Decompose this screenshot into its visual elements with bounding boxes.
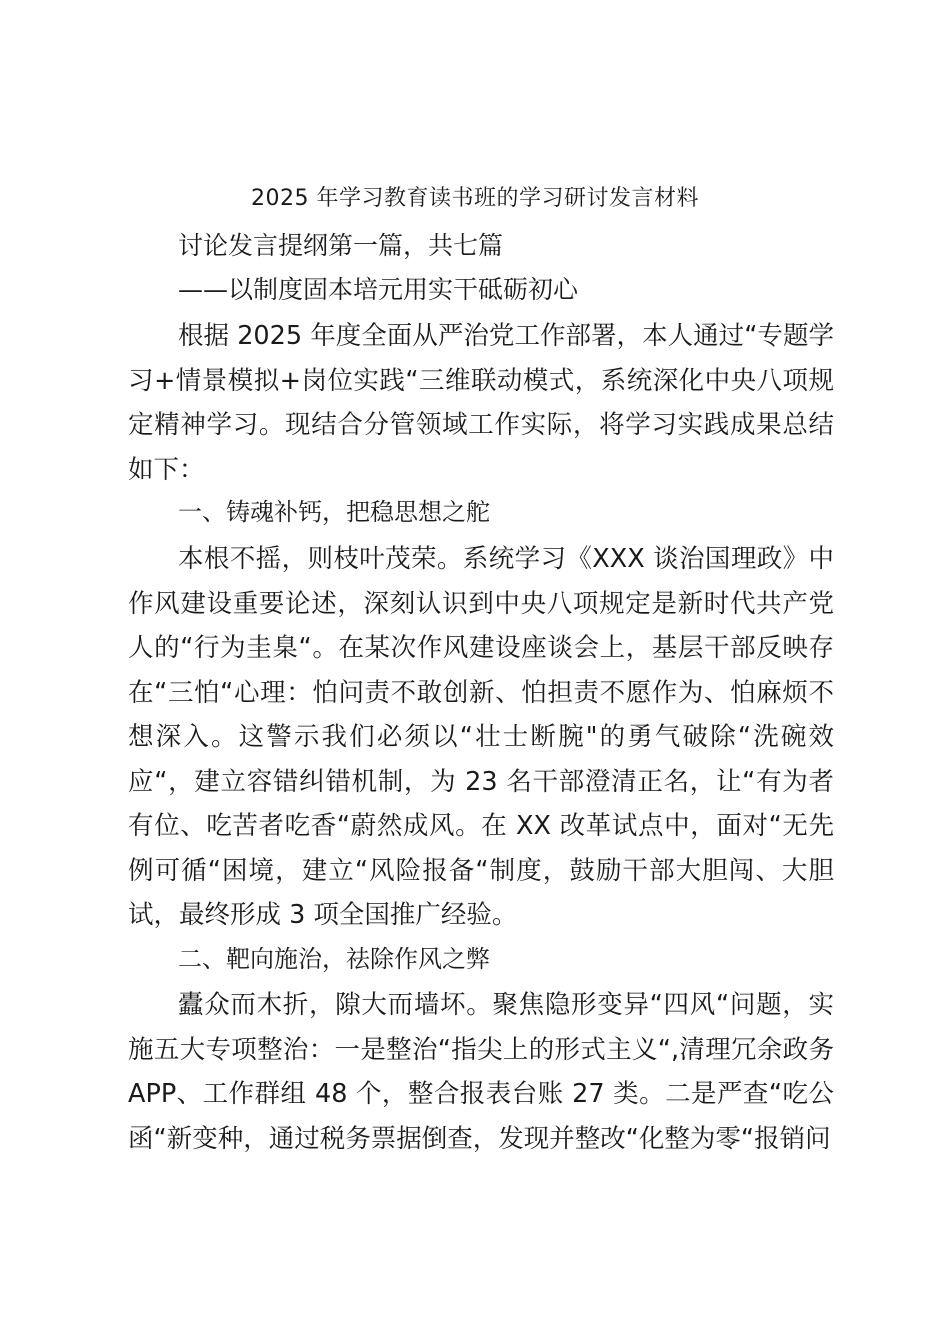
- document-title: 2025 年学习教育读书班的学习研讨发言材料: [251, 186, 699, 211]
- section-2-paragraph: 蠹众而木折，隙大而墙坏。聚焦隐形变异“四风“问题，实施五大专项整治：一是整治“指尖上的形式主义“,清理冗余政务 APP、工作群组 48 个，整合报表台账 27 类。二是严查“吃公函“新变种，通过税务票据倒查，发现并整改“化整为零“报销问: [128, 990, 834, 1154]
- intro-paragraph: 根据 2025 年度全面从严治党工作部署，本人通过“专题学习+情景模拟+岗位实践“三维联动模式，系统深化中央八项规定精神学习。现结合分管领域工作实际，将学习实践成果总结如下：: [128, 321, 834, 485]
- section-1-heading: 一、铸魂补钙，把稳思想之舵: [178, 498, 490, 526]
- document-tagline: ——以制度固本培元用实干砥砺初心: [178, 275, 579, 304]
- document-subtitle: 讨论发言提纲第一篇，共七篇: [178, 231, 504, 260]
- section-1-paragraph: 本根不摇，则枝叶茂荣。系统学习《XXX 谈治国理政》中作风建设重要论述，深刻认识到中央八项规定是新时代共产党人的“行为圭臬“。在某次作风建设座谈会上，基层干部反映存在“三怕“心理：怕问责不敢创新、怕担责不愿作为、怕麻烦不想深入。这警示我们必须以“壮士断腕"的勇气破除“洗碗效应“，建立容错纠错机制，为 23 名干部澄清正名，让“有为者有位、吃苦者吃香“蔚然成风。在 XX 改革试点中，面对“无先例可循“困境，建立“风险报备“制度，鼓励干部大胆闯、大胆试，最终形成 3 项全国推广经验。: [128, 544, 834, 930]
- section-2-heading: 二、靶向施治，祛除作风之弊: [178, 945, 490, 973]
